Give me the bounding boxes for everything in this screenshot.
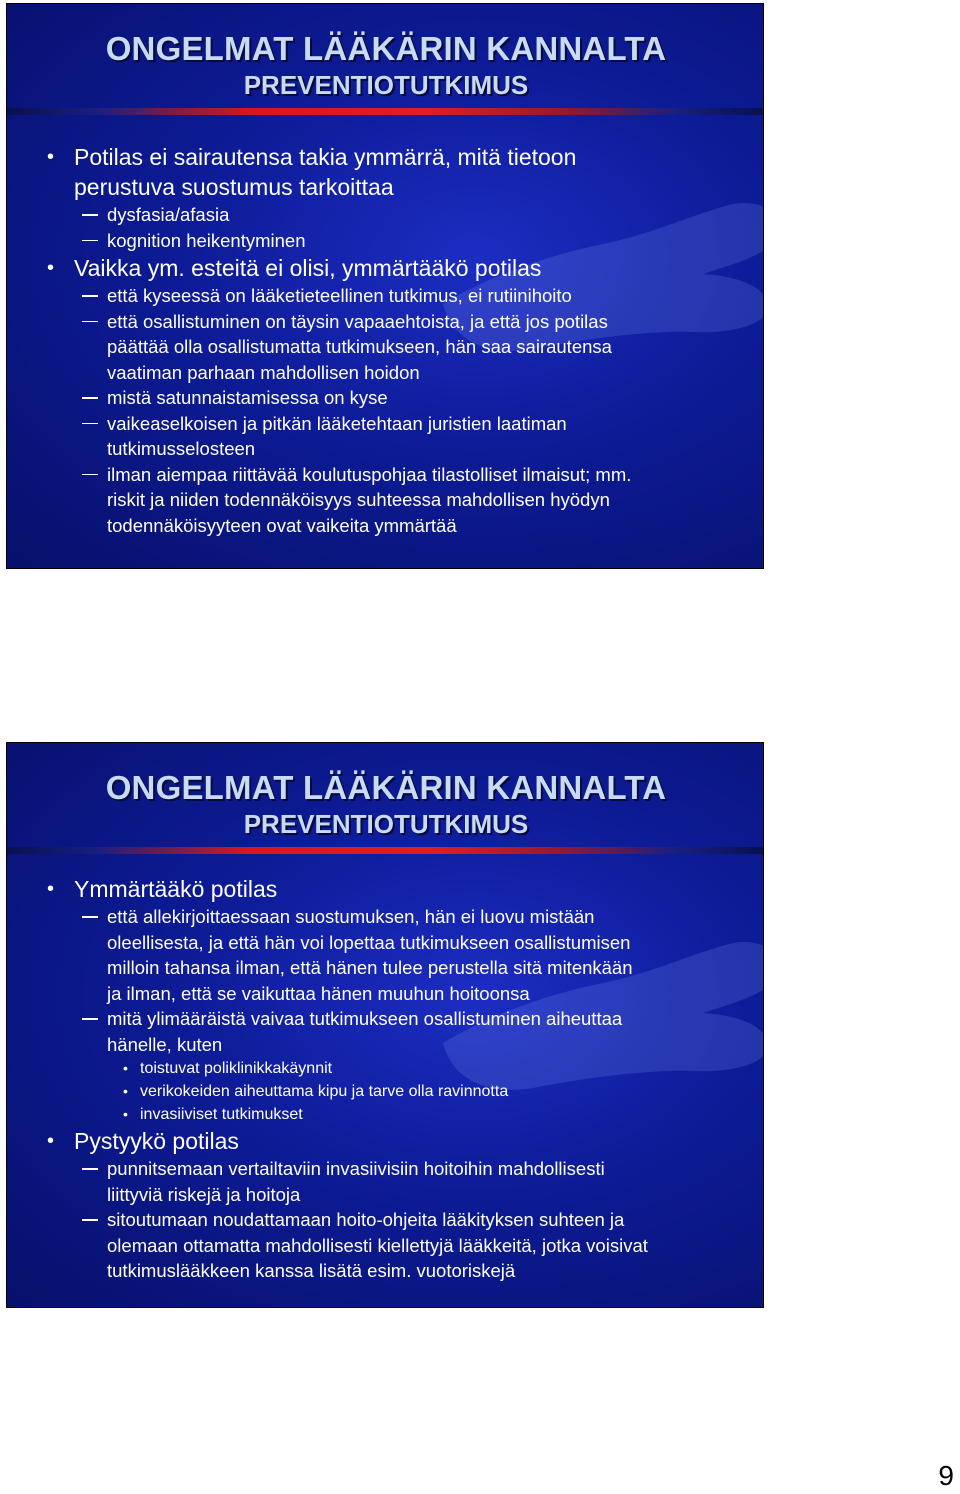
sub-bullet-item <box>47 411 757 462</box>
bullet-line: sitoutumaan noudattamaan hoito-ohjeita lääkityksen suhteen ja <box>107 1209 625 1230</box>
bullet-line: tutkimuslääkkeen kanssa lisätä esim. vuotoriskejä <box>107 1260 516 1281</box>
bullet-line: • Potilas ei sairautensa takia ymmärrä, mitä tietoon <box>74 144 577 170</box>
dash-marker <box>82 295 98 297</box>
bullet-line: riskit ja niiden todennäköisyys suhteessa mahdollisen hyödyn <box>107 489 610 510</box>
bullet-item <box>47 142 757 202</box>
bullet-line: ilman aiempaa riittävää koulutuspohjaa tilastolliset ilmaisut; mm. <box>107 463 632 485</box>
bullet-line: olemaan ottamatta mahdollisesti kiellettyjä lääkkeitä, jotka voisivat <box>107 1234 648 1256</box>
dash-marker <box>82 321 98 323</box>
slide-2 <box>6 742 764 1308</box>
bullet-line: • verikokeiden aiheuttama kipu ja tarve olla ravinnotta <box>140 1083 509 1100</box>
sub-bullet-item <box>47 1207 757 1284</box>
sub-bullet-item <box>47 309 757 386</box>
bullet-line: hänelle, kuten <box>107 1033 223 1055</box>
bullet-line: • invasiiviset tutkimukset <box>140 1106 303 1123</box>
bullet-line: dysfasia/afasia <box>107 204 230 225</box>
bullet-line: todennäköisyyteen ovat vaikeita ymmärtää <box>107 514 457 536</box>
dash-marker <box>82 1168 98 1170</box>
bullet-line: vaatiman parhaan mahdollisen hoidon <box>107 361 420 383</box>
dash-marker <box>82 240 98 242</box>
bullet-line: että allekirjoittaessaan suostumuksen, hän ei luovu mistään <box>107 906 595 927</box>
dash-marker <box>82 1018 98 1020</box>
bullet-line: vaikeaselkoisen ja pitkän lääketehtaan juristien laatiman <box>107 412 567 434</box>
bullet-line: liittyviä riskejä ja hoitoja <box>107 1183 301 1205</box>
bullet-line: että osallistuminen on täysin vapaaehtoista, ja että jos potilas <box>107 310 608 332</box>
dash-marker <box>82 916 98 918</box>
dash-marker <box>82 474 98 476</box>
bullet-line: mitä ylimääräistä vaivaa tutkimukseen osallistuminen aiheuttaa <box>107 1008 623 1029</box>
bullet-item <box>47 253 757 283</box>
sub-bullet-item <box>47 228 757 254</box>
sub-bullet-item <box>47 283 757 309</box>
dash-marker <box>82 214 98 216</box>
dash-marker <box>82 1219 98 1221</box>
bullet-line: perustuva suostumus tarkoittaa <box>74 174 394 200</box>
bullet-line: tutkimusselosteen <box>107 438 256 459</box>
sub-sub-bullet-item <box>47 1080 757 1103</box>
bullet-item <box>47 874 757 904</box>
slide-title: ONGELMAT LÄÄKÄRIN KANNALTA <box>105 30 667 67</box>
sub-bullet-item <box>47 202 757 228</box>
sub-bullet-item <box>47 385 757 411</box>
bullet-line: • Ymmärtääkö potilas <box>74 876 278 902</box>
sub-bullet-item <box>47 462 757 539</box>
sub-sub-bullet-item <box>47 1103 757 1126</box>
slide-subtitle: PREVENTIOTUTKIMUS <box>243 70 529 100</box>
dash-marker <box>82 397 98 399</box>
slide-title: ONGELMAT LÄÄKÄRIN KANNALTA <box>105 769 667 806</box>
bullet-line: mistä satunnaistamisessa on kyse <box>107 387 388 408</box>
bullet-line: • Pystyykö potilas <box>74 1128 239 1154</box>
bullet-line: • Vaikka ym. esteitä ei olisi, ymmärtääkö potilas <box>74 255 542 281</box>
slide-1 <box>6 3 764 569</box>
bullet-line: punnitsemaan vertailtaviin invasiivisiin hoitoihin mahdollisesti <box>107 1158 605 1179</box>
bullet-line: • toistuvat poliklinikkakäynnit <box>140 1060 333 1077</box>
sub-bullet-item <box>47 904 757 1006</box>
bullet-line: milloin tahansa ilman, että hänen tulee perustella sitä mitenkään <box>107 957 633 978</box>
bullet-line: ja ilman, että se vaikuttaa hänen muuhun hoitoonsa <box>107 982 530 1004</box>
sub-bullet-item <box>47 1006 757 1057</box>
sub-bullet-item <box>47 1156 757 1207</box>
bullet-line: päättää olla osallistumatta tutkimukseen, hän saa sairautensa <box>107 336 612 357</box>
sub-sub-bullet-item <box>47 1057 757 1080</box>
bullet-item <box>47 1126 757 1156</box>
page-number: 9 <box>938 1460 954 1491</box>
slide-content <box>47 142 757 538</box>
bullet-line: kognition heikentyminen <box>107 229 306 251</box>
slide-subtitle: PREVENTIOTUTKIMUS <box>243 809 529 839</box>
dash-marker <box>82 423 98 425</box>
bullet-line: että kyseessä on lääketieteellinen tutkimus, ei rutiinihoito <box>107 285 572 306</box>
bullet-line: oleellisesta, ja että hän voi lopettaa tutkimukseen osallistumisen <box>107 931 631 953</box>
title-divider <box>7 847 764 854</box>
title-divider <box>7 108 764 115</box>
slide-content <box>47 874 757 1284</box>
